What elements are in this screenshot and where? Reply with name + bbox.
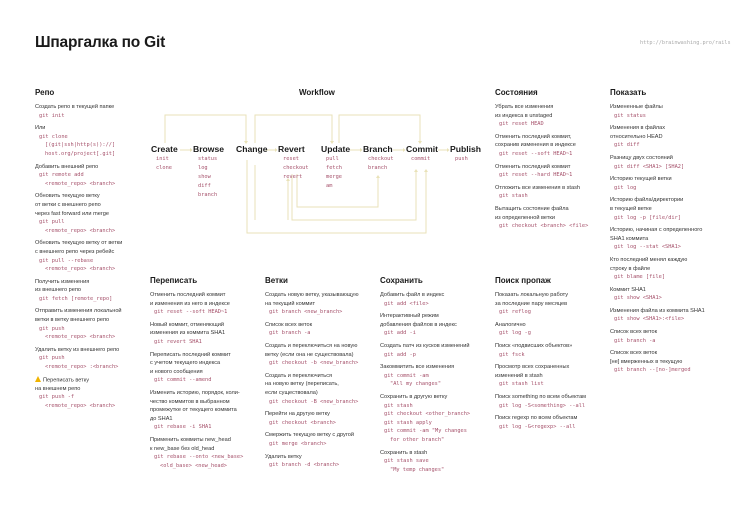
item-description: и изменения из него в индексе xyxy=(150,300,230,307)
git-command: git pull --rebase xyxy=(39,257,94,264)
git-command: git checkout -b <new_branch> xyxy=(269,360,359,367)
item-description: Вытащить состояние файла xyxy=(495,205,569,212)
git-command: git reset --soft HEAD~1 xyxy=(154,309,228,316)
git-command: git commit -am "My changes xyxy=(384,428,467,435)
git-command: git branch --[no-]merged xyxy=(614,367,691,374)
git-command: git add <file> xyxy=(384,300,429,307)
item-description: Перейти на другую ветку xyxy=(265,411,330,418)
stage-command: merge xyxy=(326,174,342,180)
git-command: <remote_repo> <branch> xyxy=(45,266,116,273)
connector-change-update xyxy=(255,115,332,143)
item-description: Кто последний менял каждую xyxy=(610,256,688,263)
git-command: <old_base> <new_head> xyxy=(160,462,227,469)
stage-command: checkout xyxy=(368,156,394,162)
workflow-stage-commit xyxy=(406,144,438,164)
git-command: git commit -am xyxy=(384,372,429,379)
item-description: Список всех веток xyxy=(610,350,658,357)
connector-revert-commit xyxy=(292,172,416,220)
item-description: Создать и переключиться на новую xyxy=(265,342,358,349)
stage-command: reset xyxy=(283,156,299,162)
item-description: Сохранить в другую ветку xyxy=(380,393,448,400)
item-description: Разницу двух состояний xyxy=(610,154,673,161)
item-description: Смержить текущую ветку с другой xyxy=(265,432,355,439)
git-command: git push -f xyxy=(39,394,75,401)
section-title: Переписать xyxy=(150,276,198,285)
item-description: Изменить историю, порядок, коли- xyxy=(150,389,240,396)
git-command: git stash apply xyxy=(384,419,432,426)
git-command: git log -S<something> --all xyxy=(499,402,586,409)
item-description: до SHA1 xyxy=(150,415,173,422)
git-command: git fsck xyxy=(499,351,525,358)
item-description: с учетом текущего индекса xyxy=(150,360,221,367)
item-description: Интерактивный режим xyxy=(380,313,439,320)
item-description: [не] вмерженных в текущую xyxy=(610,358,683,365)
item-description: Изменения в файлах xyxy=(610,125,666,132)
stage-command: revert xyxy=(283,174,303,180)
git-command: git show <SHA1> xyxy=(614,295,662,302)
git-command: git log --stat <SHA1> xyxy=(614,244,681,251)
git-command: git fetch [remote_repo] xyxy=(39,295,113,302)
item-description: Историю файла/директории xyxy=(610,197,684,204)
item-description: Закоммитить все изменения xyxy=(380,364,455,371)
item-description: Поиск regexp по всем объектам xyxy=(495,415,578,422)
item-description: Сохранить в stash xyxy=(380,449,428,456)
stage-name: Create xyxy=(151,144,178,154)
git-command: git remote add xyxy=(39,172,84,179)
git-command: git stash save xyxy=(384,458,429,465)
item-description: изменений в stash xyxy=(495,372,543,379)
page-title: Шпаргалка по Git xyxy=(35,34,166,51)
item-description: Применить коммиты new_head xyxy=(150,436,231,443)
git-command: for other branch" xyxy=(390,436,445,443)
item-description: Изменения файла из коммита SHA1 xyxy=(610,307,705,314)
item-description: Историю, начиная с определенного xyxy=(610,227,703,234)
stage-command: clone xyxy=(156,165,172,171)
git-command: git reset HEAD xyxy=(499,121,544,128)
git-command: git stash list xyxy=(499,381,544,388)
item-description: Или xyxy=(35,125,46,132)
item-description: Создать и переключиться xyxy=(265,372,333,379)
connector-update-commit xyxy=(339,115,420,143)
connector-create-change xyxy=(165,115,246,143)
section-title: Поиск пропаж xyxy=(495,276,551,285)
item-description: Добавить внешний репо xyxy=(35,163,99,170)
item-description: строку в файле xyxy=(610,265,651,272)
section-title: Репо xyxy=(35,88,55,97)
item-description: из внешнего репо xyxy=(35,287,82,294)
item-description: Переписать последний коммит xyxy=(150,351,231,358)
git-command: git push xyxy=(39,325,65,332)
git-command: git reset --hard HEAD~1 xyxy=(499,172,573,179)
git-command: <remote_repo> <branch> xyxy=(45,402,116,409)
item-description: Новый коммит, отменяющий xyxy=(150,321,224,328)
git-command: git pull xyxy=(39,219,65,226)
git-command: git reflog xyxy=(499,309,531,316)
item-description: с внешнего репо через ребейс xyxy=(35,248,115,255)
git-command: git clone xyxy=(39,133,68,140)
item-description: на новую ветку (переписать, xyxy=(265,381,339,388)
item-description: Обновить текущую ветку от ветки xyxy=(35,240,123,247)
git-command: git log -g xyxy=(499,330,531,337)
workflow-stage-publish xyxy=(450,144,481,164)
git-command: git reset --soft HEAD~1 xyxy=(499,150,573,157)
item-description: изменения из коммита SHA1 xyxy=(150,330,226,337)
git-command: git status xyxy=(614,112,646,119)
stage-command: branch xyxy=(368,165,388,171)
item-description: сохранив изменения в индексе xyxy=(495,142,576,149)
item-description: за последние пару месяцев xyxy=(495,300,568,307)
workflow-stage-revert xyxy=(278,144,309,182)
git-command: git branch <new_branch> xyxy=(269,309,343,316)
workflow-stage-update xyxy=(321,144,350,191)
stage-command: commit xyxy=(411,156,431,162)
item-description: на текущий коммит xyxy=(265,300,316,307)
item-description: Список всех веток xyxy=(610,329,658,336)
git-command: "All my changes" xyxy=(390,381,442,388)
item-description: SHA1 коммита xyxy=(610,235,649,242)
git-command: <remote_repo> <branch> xyxy=(45,334,116,341)
git-command: [(git|ssh|http(s))://] xyxy=(45,142,116,149)
item-description: на внешнем репо xyxy=(35,385,81,392)
git-command: "My temp changes" xyxy=(390,466,445,473)
git-command: <remote_repo> :<branch> xyxy=(45,364,119,371)
item-description: ветку (если она не существовала) xyxy=(265,351,354,358)
stage-command: log xyxy=(198,165,208,171)
section-title: Сохранить xyxy=(380,276,423,285)
section-title: Ветки xyxy=(265,276,288,285)
workflow-stage-change xyxy=(236,144,268,155)
git-command: git checkout <other_branch> xyxy=(384,411,471,418)
git-command: git blame [file] xyxy=(614,274,666,281)
git-command: git log -p [file/dir] xyxy=(614,214,681,221)
git-command: <remote_repo> <branch> xyxy=(45,180,116,187)
git-command: git log xyxy=(614,184,637,191)
item-description: в текущей ветке xyxy=(610,205,652,212)
stage-command: checkout xyxy=(283,165,309,171)
item-description: и нового сообщения xyxy=(150,368,203,375)
item-description: Измененные файлы xyxy=(610,104,663,110)
git-command: git checkout -B <new_branch> xyxy=(269,398,359,405)
item-description: Добавить файл в индекс xyxy=(380,292,445,298)
git-command: git checkout <branch> xyxy=(269,419,336,426)
git-command: git rebase --onto <new_base> xyxy=(154,454,244,461)
item-description: Отменить последний коммит xyxy=(150,292,226,298)
stage-command: init xyxy=(156,156,169,162)
item-description: Отложить все изменения в stash xyxy=(495,184,580,191)
stage-name: Commit xyxy=(406,144,438,154)
stage-command: show xyxy=(198,174,211,180)
item-description: Отправить изменения локальной xyxy=(35,308,122,315)
stage-name: Publish xyxy=(450,144,482,154)
git-command: git add -i xyxy=(384,330,416,337)
stage-name: Browse xyxy=(193,144,225,154)
item-description: добавления файлов в индекс xyxy=(380,321,457,328)
item-description: Поиск something по всем объектам xyxy=(495,393,587,400)
workflow-stage-create xyxy=(151,144,178,173)
git-command: git push xyxy=(39,355,65,362)
git-command: <remote_repo> <branch> xyxy=(45,227,116,234)
git-command: git commit --amend xyxy=(154,377,212,384)
git-command: git stash xyxy=(384,402,413,409)
git-command: git branch -d <branch> xyxy=(269,462,340,469)
item-description: к new_base без old_head xyxy=(150,445,215,452)
item-description: Отменить последний коммит, xyxy=(495,133,572,140)
git-command: git branch -a xyxy=(614,337,656,344)
item-description: Список всех веток xyxy=(265,321,313,328)
item-description: из определенной ветки xyxy=(495,214,555,221)
stage-command: status xyxy=(198,156,218,162)
item-description: Показать локальную работу xyxy=(495,292,569,298)
stage-command: pull xyxy=(326,156,339,162)
section-title: Показать xyxy=(610,88,647,97)
git-command: git diff xyxy=(614,142,640,149)
git-command: git branch -a xyxy=(269,330,311,337)
git-command: git show <SHA1>:<file> xyxy=(614,316,685,323)
git-command: host.org/project[.git] xyxy=(45,150,116,157)
item-description: Просмотр всех сохраненных xyxy=(495,364,570,371)
item-description: относительно HEAD xyxy=(610,133,663,140)
item-description: ветки в ветку внешнего репо xyxy=(35,317,110,324)
git-command: git add -p xyxy=(384,351,416,358)
item-description: Поиск «подвисших объектов» xyxy=(495,342,573,349)
item-description: промежутке от текущего коммита xyxy=(150,407,237,414)
git-command: git log -G<regexp> --all xyxy=(499,423,576,430)
workflow-stage-branch xyxy=(363,144,394,173)
item-description: через fast forward или merge xyxy=(35,210,109,217)
item-description: из индекса в unstaged xyxy=(495,112,553,119)
git-command: git stash xyxy=(499,193,528,200)
item-description: от ветки с внешнего репо xyxy=(35,201,101,208)
item-description: если существовала) xyxy=(265,389,318,396)
item-description: Получить изменения xyxy=(35,278,90,285)
git-command: git diff <SHA1> [SHA2] xyxy=(614,163,685,170)
item-description: Удалить ветку xyxy=(265,453,302,460)
git-command: git revert SHA1 xyxy=(154,338,202,345)
stage-name: Update xyxy=(321,144,351,154)
section-title: Состояния xyxy=(495,88,538,97)
workflow-title: Workflow xyxy=(299,88,335,97)
git-command: git merge <branch> xyxy=(269,440,327,447)
stage-command: fetch xyxy=(326,165,342,171)
stage-name: Revert xyxy=(278,144,305,154)
item-description: Обновить текущую ветку xyxy=(35,193,100,200)
stage-name: Branch xyxy=(363,144,393,154)
stage-name: Change xyxy=(236,144,268,154)
stage-command: push xyxy=(455,156,468,162)
source-url: http://brainwashing.pro/rails xyxy=(640,40,731,46)
git-command: git rebase -i SHA1 xyxy=(154,424,212,431)
item-description: Отменить последний коммит xyxy=(495,163,571,170)
item-description: Удалить ветку из внешнего репо xyxy=(35,346,120,353)
stage-command: diff xyxy=(198,183,211,189)
git-command: git init xyxy=(39,112,65,119)
item-description: Переписать ветку xyxy=(35,376,145,385)
item-description: Создать патч из кусков изменений xyxy=(380,342,470,349)
workflow-stage-browse xyxy=(193,144,224,200)
item-description: Историю текущей ветки xyxy=(610,176,672,183)
item-description: Аналогично xyxy=(495,321,526,328)
stage-command: branch xyxy=(198,192,218,198)
item-description: Создать новую ветку, указывающую xyxy=(265,292,359,298)
item-description: чество коммитов в выбранном xyxy=(150,398,230,405)
stage-command: am xyxy=(326,183,333,189)
git-command: git checkout <branch> <file> xyxy=(499,223,589,230)
item-description: Убрать все изменения xyxy=(495,104,554,110)
item-description: Создать репо в текущей папке xyxy=(35,104,115,110)
item-description: Коммит SHA1 xyxy=(610,286,646,293)
